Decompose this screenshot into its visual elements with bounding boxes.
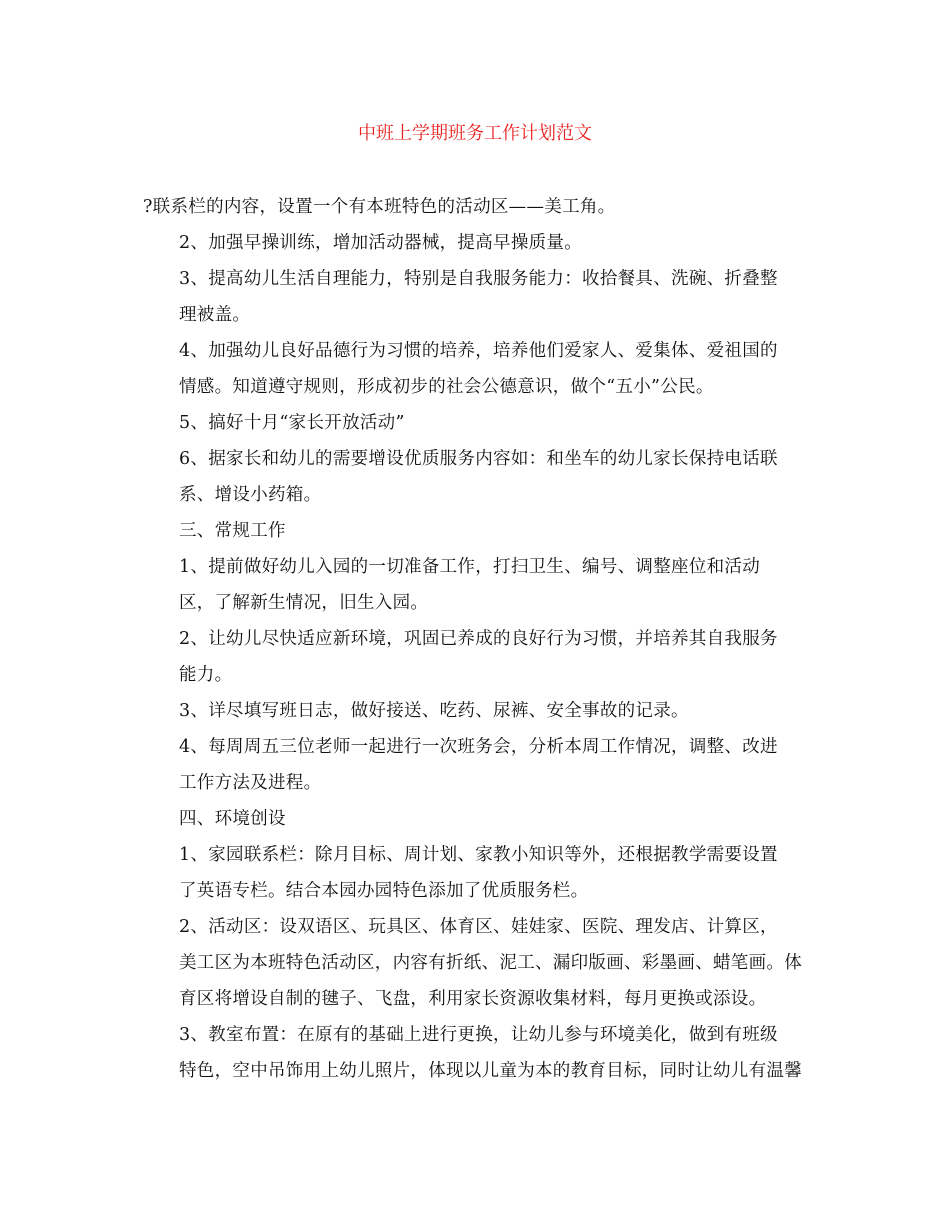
text-line: 6、据家长和幼儿的需要增设优质服务内容如：和坐车的幼儿家长保持电话联 xyxy=(179,449,778,469)
document-body xyxy=(143,189,813,1089)
text-line: 3、提高幼儿生活自理能力，特别是自我服务能力：收拾餐具、洗碗、折叠整 xyxy=(179,269,778,289)
paragraph xyxy=(143,801,813,837)
paragraph xyxy=(143,189,813,225)
text-line: 情感。知道遵守规则，形成初步的社会公德意识，做个“五小”公民。 xyxy=(179,377,714,397)
text-line: ?联系栏的内容，设置一个有本班特色的活动区——美工角。 xyxy=(143,197,616,217)
paragraph xyxy=(143,1017,813,1089)
paragraph xyxy=(143,513,813,549)
text-line: 4、加强幼儿良好品德行为习惯的培养，培养他们爱家人、爱集体、爱祖国的 xyxy=(179,341,778,361)
paragraph xyxy=(143,549,813,621)
text-line: 特色，空中吊饰用上幼儿照片，体现以儿童为本的教育目标，同时让幼儿有温馨 xyxy=(179,1061,802,1081)
text-line: 育区将增设自制的毽子、飞盘，利用家长资源收集材料，每月更换或添设。 xyxy=(179,989,767,1009)
text-line: 2、活动区：设双语区、玩具区、体育区、娃娃家、医院、理发店、计算区， xyxy=(179,917,778,937)
text-line: 1、提前做好幼儿入园的一切准备工作，打扫卫生、编号、调整座位和活动 xyxy=(179,557,761,577)
text-line: 了英语专栏。结合本园办园特色添加了优质服务栏。 xyxy=(179,881,589,901)
text-line: 3、教室布置：在原有的基础上进行更换，让幼儿参与环境美化，做到有班级 xyxy=(179,1025,778,1045)
paragraph xyxy=(143,441,813,513)
paragraph xyxy=(143,909,813,1017)
text-line: 能力。 xyxy=(179,665,233,685)
text-line: 3、详尽填写班日志，做好接送、吃药、尿裤、安全事故的记录。 xyxy=(179,701,689,721)
text-line: 5、搞好十月“家长开放活动” xyxy=(179,413,405,433)
text-line: 三、常规工作 xyxy=(179,521,286,541)
paragraph xyxy=(143,621,813,693)
paragraph xyxy=(143,225,813,261)
text-line: 工作方法及进程。 xyxy=(179,773,322,793)
text-line: 系、增设小药箱。 xyxy=(179,485,322,505)
text-line: 1、家园联系栏：除月目标、周计划、家教小知识等外，还根据教学需要设置 xyxy=(179,845,778,865)
text-line: 理被盖。 xyxy=(179,305,251,325)
text-line: 美工区为本班特色活动区，内容有折纸、泥工、漏印版画、彩墨画、蜡笔画。体 xyxy=(179,953,802,973)
paragraph xyxy=(143,261,813,333)
text-line: 2、加强早操训练，增加活动器械，提高早操质量。 xyxy=(179,233,583,253)
text-line: 四、环境创设 xyxy=(179,809,286,829)
text-line: 区，了解新生情况，旧生入园。 xyxy=(179,593,429,613)
text-line: 2、让幼儿尽快适应新环境，巩固已养成的良好行为习惯，并培养其自我服务 xyxy=(179,629,778,649)
paragraph xyxy=(143,333,813,405)
paragraph xyxy=(143,729,813,801)
paragraph xyxy=(143,405,813,441)
paragraph xyxy=(143,693,813,729)
text-line: 4、每周周五三位老师一起进行一次班务会，分析本周工作情况，调整、改进 xyxy=(179,737,778,757)
paragraph xyxy=(143,837,813,909)
page-title: 中班上学期班务工作计划范文 xyxy=(358,123,592,144)
